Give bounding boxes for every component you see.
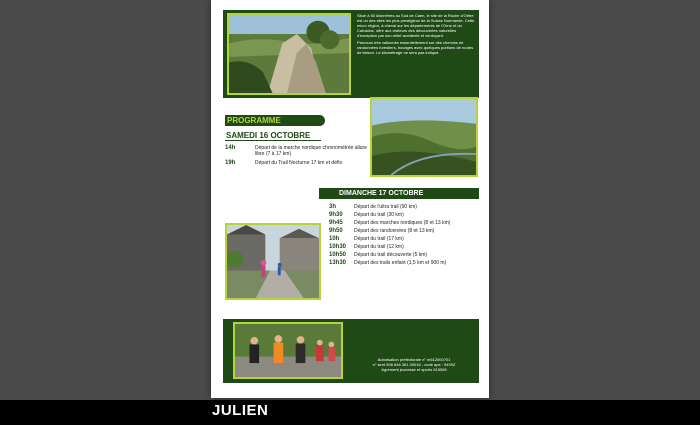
- cliff-photo: [227, 13, 351, 95]
- schedule-row: [329, 204, 494, 210]
- village-runners-photo: [225, 223, 321, 300]
- event-activity: Départ des marches nordiques (8 et 13 km): [354, 220, 451, 226]
- schedule-row: [329, 212, 494, 218]
- saturday-heading: SAMEDI 16 OCTOBRE: [226, 131, 311, 140]
- programme-title: PROGRAMME: [227, 116, 281, 125]
- schedule-row: [225, 145, 371, 157]
- intro-paragraph: Parcours très vallonnés essentiellement sur des chemins de randonnées forestiers, bocages avec quelques portions de routes de liaison. Le kilométrage ne sera pas indiqué.: [357, 40, 474, 55]
- event-time: 13h30: [329, 260, 347, 266]
- caption-text: JULIEN: [212, 402, 269, 419]
- intro-text: [357, 13, 475, 57]
- event-time: 19h: [225, 160, 236, 166]
- saturday-schedule: [225, 145, 371, 169]
- race-runners-photo: [233, 322, 343, 379]
- event-time: 10h30: [329, 244, 347, 250]
- event-activity: Départ du Trail Nocturne 17 km et défis: [255, 160, 342, 166]
- footer-banner: [223, 319, 479, 383]
- authorization-line: n° siret 508 646 361 00016 - code ape : 9499Z: [372, 362, 456, 367]
- event-activity: Départ de l'ultra trail (90 km): [354, 204, 417, 210]
- event-time: 9h50: [329, 228, 343, 234]
- event-activity: Départ du trail découverte (5 km): [354, 252, 428, 258]
- event-activity: Départ du trail (12 km): [354, 244, 404, 250]
- saturday-underline: [225, 140, 321, 141]
- event-activity: Départ du trail (30 km): [354, 212, 404, 218]
- schedule-row: [329, 236, 494, 242]
- schedule-row: [225, 160, 371, 166]
- event-activity: Départ des randonnées (8 et 13 km): [354, 228, 435, 234]
- event-activity: Départ de la marche nordique chronométrée allure libre (7 à 17 km): [255, 145, 368, 157]
- event-time: 10h: [329, 236, 340, 242]
- authorization-line: Autorisation préfectorale n° m612000701: [377, 357, 451, 362]
- event-activity: Départ du trail (17 km): [354, 236, 404, 242]
- schedule-row: [329, 220, 494, 226]
- sunday-schedule: [329, 204, 494, 268]
- schedule-row: [329, 228, 494, 234]
- event-time: 9h45: [329, 220, 343, 226]
- intro-banner: [223, 10, 479, 98]
- event-time: 10h50: [329, 252, 347, 258]
- sunday-heading: DIMANCHE 17 OCTOBRE: [319, 188, 479, 199]
- event-activity: Départ des trails enfant (1,5 km et 900 m): [354, 260, 447, 266]
- event-time: 3h: [329, 204, 337, 210]
- programme-heading: [225, 115, 325, 126]
- document-page: [211, 0, 489, 398]
- authorization-line: Agrément jeunesse et sports 615589: [381, 367, 447, 372]
- event-time: 9h30: [329, 212, 343, 218]
- authorization-info: [355, 357, 473, 372]
- schedule-row: [329, 252, 494, 258]
- intro-paragraph: Situé à 50 kilomètres au Sud de Caen, le site de la Roche d'Oëtre est un des sites les plus prestigieux de la Suisse Normande. Cette micro région, à cheval sur les départements de l'Orne et du Calvados, offre aux visiteurs des découvertes naturelles d'exception par son relief accidenté et verdoyant.: [357, 13, 475, 38]
- valley-photo: [370, 97, 478, 177]
- schedule-row: [329, 244, 494, 250]
- schedule-row: [329, 260, 494, 266]
- event-time: 14h: [225, 145, 236, 151]
